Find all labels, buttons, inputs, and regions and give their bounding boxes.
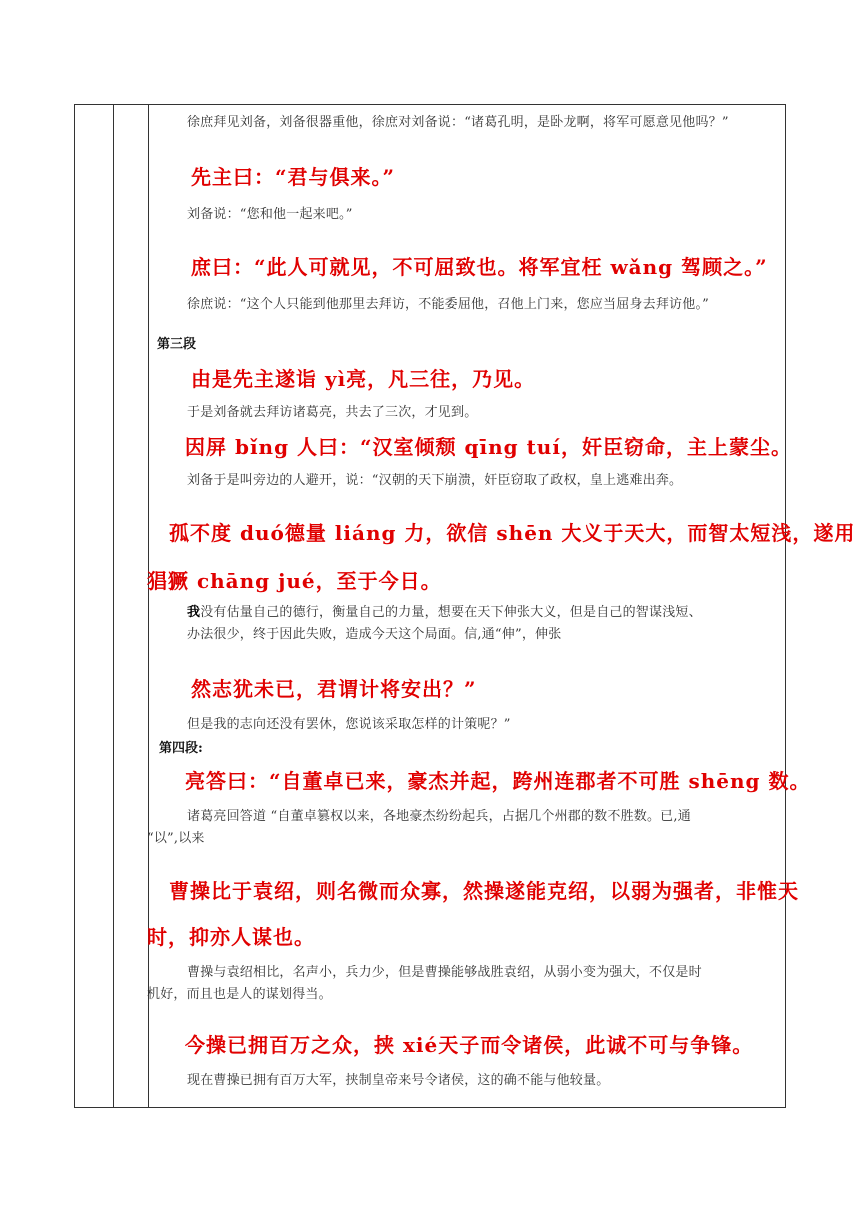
original-text-line: 亮答曰：“自董卓已来，豪杰并起，跨州连郡者不可胜 shēng 数。 [185,769,811,793]
original-text-line: 先主曰：“君与俱来。” [191,165,396,189]
translation-line: 于是刘备就去拜访诸葛亮，共去了三次，才见到。 [187,405,478,420]
translation-line: 曹操与袁绍相比，名声小，兵力少，但是曹操能够战胜袁绍，从弱小变为强大，不仅是时 [187,965,702,980]
translation-line: 我没有估量自己的德行，衡量自己的力量，想要在天下伸张大义，但是自己的智谋浅短、 [187,605,702,620]
original-text-line: 今操已拥百万之众，挟 xié天子而令诸侯，此诚不可与争锋。 [185,1033,754,1057]
original-text-line: 然志犹未已，君谓计将安出？” [191,677,477,701]
highlighted-word: 我 [187,605,201,620]
text-table [74,104,856,1108]
original-text-line: 庶曰：“此人可就见，不可屈致也。将军宜枉 wǎng 驾顾之。” [191,255,768,279]
original-text-line: 时，抑亦人谋也。 [147,925,315,949]
translation-line: 办法很少，终于因此失败，造成今天这个局面。信,通“伸”，伸张 [187,627,562,642]
translation-line: 刘备于是叫旁边的人避开，说：“汉朝的天下崩溃，奸臣窃取了政权，皇上逃难出奔。 [187,473,683,488]
translation-line: “以”,以来 [147,831,205,846]
translation-line: 但是我的志向还没有罢休，您说该采取怎样的计策呢？” [187,717,511,732]
translation-line: 现在曹操已拥有百万大军，挟制皇帝来号令诸侯，这的确不能与他较量。 [187,1073,610,1088]
original-text-line: 因屏 bǐng 人曰：“汉室倾颓 qīng tuí，奸臣窃命，主上蒙尘。 [185,435,792,459]
translation-line: 徐庶拜见刘备，刘备很器重他，徐庶对刘备说：“诸葛孔明，是卧龙啊，将军可愿意见他吗？” [187,115,729,130]
translation-line: 机好，而且也是人的谋划得当。 [147,987,332,1002]
column-divider [113,105,114,1107]
section-heading: 第四段: [159,741,203,756]
translation-line: 刘备说：“您和他一起来吧。” [187,207,353,222]
section-heading: 第三段 [157,337,197,352]
table-content-cell [147,105,856,1107]
original-text-line: 猖獗 chāng jué，至于今日。 [147,569,442,593]
translation-line: 诸葛亮回答道 “自董卓篡权以来，各地豪杰纷纷起兵，占据几个州郡的数不胜数。已,通 [187,809,691,824]
original-text-line: 由是先主遂诣 yì亮，凡三往，乃见。 [191,367,536,391]
original-text-line: 曹操比于袁绍，则名微而众寡，然操遂能克绍，以弱为强者，非惟天 [169,879,799,903]
original-text-line: 孤不度 duó德量 liáng 力，欲信 shēn 大义于天大，而智太短浅，遂用 [169,521,856,545]
translation-line: 徐庶说：“这个人只能到他那里去拜访，不能委屈他，召他上门来，您应当屈身去拜访他。” [187,297,709,312]
